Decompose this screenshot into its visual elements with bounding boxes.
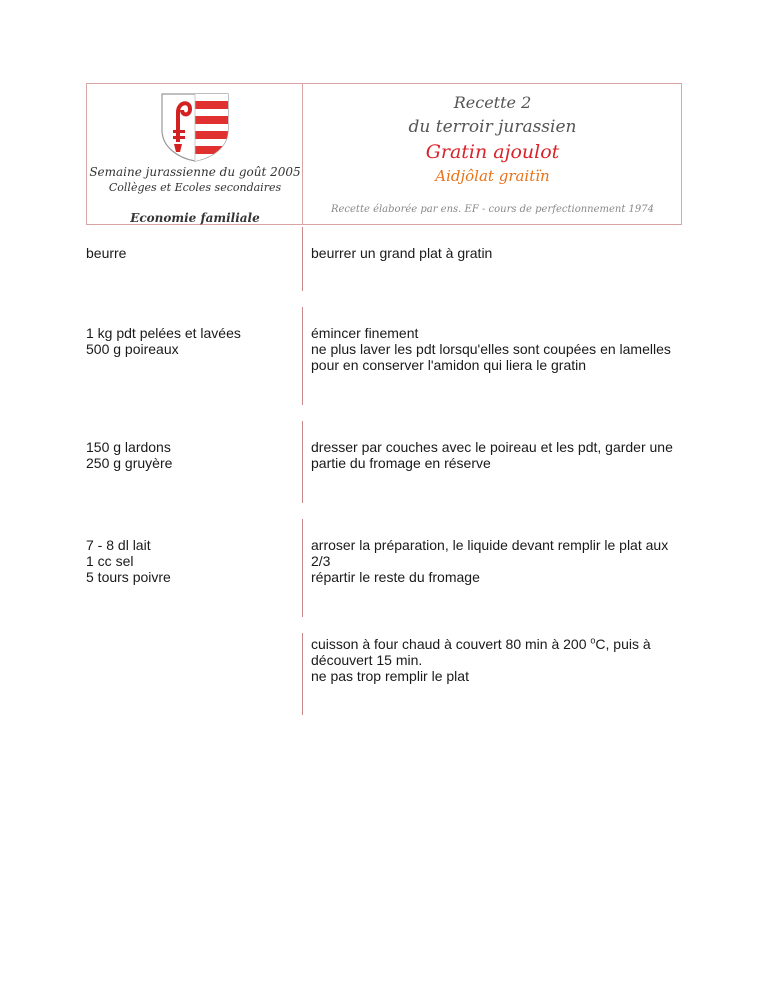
recipe-subtitle: du terroir jurassien: [408, 117, 577, 137]
instructions-cell: beurrer un grand plat à gratin: [311, 245, 493, 261]
ingredients-cell: 1 kg pdt pelées et lavées 500 g poireaux: [86, 325, 241, 357]
recipe-title: Gratin ajoulot: [425, 141, 560, 163]
row-divider: [302, 519, 303, 617]
instructions-cell: [311, 636, 681, 684]
department-label: Economie familiale: [130, 211, 260, 225]
school-line-1: Semaine jurassienne du goût 2005: [89, 165, 301, 179]
row-divider: [302, 307, 303, 405]
row-divider: [302, 227, 303, 291]
recipe-title-patois: Aidjôlat graitïn: [435, 167, 550, 185]
row-divider: [302, 421, 303, 503]
instructions-cell: dresser par couches avec le poireau et les pdt, garder une partie du fromage en réserve: [311, 439, 673, 471]
recipe-number: Recette 2: [453, 93, 532, 112]
instructions-cell: émincer finement ne plus laver les pdt lorsqu'elles sont coupées en lamelles pour en conserver l'amidon qui liera le gratin: [311, 325, 671, 373]
recipe-credit: Recette élaborée par ens. EF - cours de perfectionnement 1974: [330, 204, 655, 215]
row-divider: [302, 633, 303, 715]
degree-sup: o: [590, 635, 596, 646]
school-line-2: Collèges et Ecoles secondaires: [108, 181, 282, 194]
instructions-text: C, puis à découvert 15 min. ne pas trop remplir le plat: [311, 636, 651, 684]
instructions-text: cuisson à four chaud à couvert 80 min à 200: [311, 636, 591, 652]
instructions-cell: arroser la préparation, le liquide devant remplir le plat aux 2/3 répartir le reste du fromage: [311, 537, 669, 585]
jura-coat-of-arms-icon: [160, 92, 230, 162]
ingredients-cell: beurre: [86, 245, 127, 261]
ingredients-cell: 7 - 8 dl lait 1 cc sel 5 tours poivre: [86, 537, 171, 585]
ingredients-cell: 150 g lardons 250 g gruyère: [86, 439, 173, 471]
